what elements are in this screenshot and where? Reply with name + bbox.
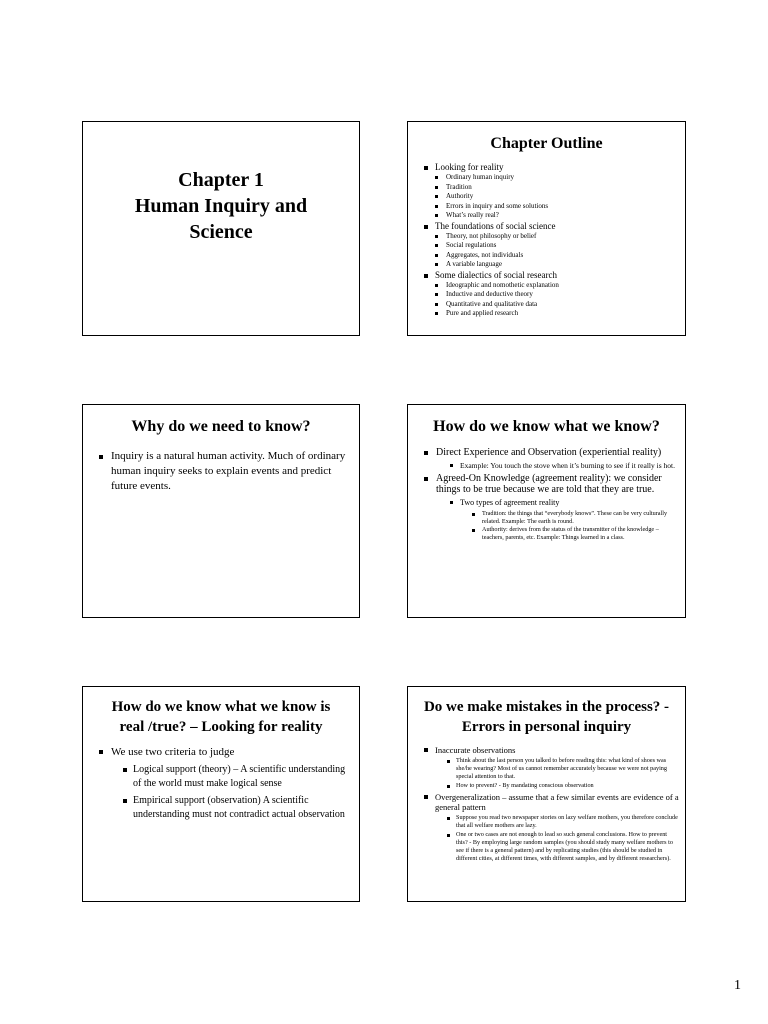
bullet-list: [99, 745, 351, 821]
list-item: How to prevent? - By mandating conscious observation: [447, 782, 679, 790]
list-item: Direct Experience and Observation (experiential reality) Example: You touch the stove when it’s burning to see if it really is hot.: [424, 447, 677, 470]
slide-errors-inquiry: [407, 686, 686, 902]
list-item: Social regulations: [435, 241, 685, 251]
list-item: The foundations of social science Theory, not philosophy or belief Social regulations Aggregates, not individuals A variable language: [424, 221, 685, 270]
list-item: Pure and applied research: [435, 309, 685, 319]
slide-chapter-outline: [407, 121, 686, 336]
bullet-list: [424, 745, 679, 863]
slide-how-know: [407, 404, 686, 618]
list-item: Example: You touch the stove when it’s burning to see if it really is hot.: [450, 461, 677, 470]
list-item: Theory, not philosophy or belief: [435, 232, 685, 242]
list-item: Errors in inquiry and some solutions: [435, 202, 685, 212]
list-item: Empirical support (observation) A scientific understanding must not contradict actual observation: [123, 794, 351, 821]
page-number: 1: [734, 978, 741, 993]
slide-heading: How do we know what we know?: [433, 418, 660, 435]
list-item: Some dialectics of social research Ideographic and nomothetic explanation Inductive and deductive theory Quantitative and qualitative data Pure and applied research: [424, 270, 685, 319]
list-item: Tradition: [435, 183, 685, 193]
slide-heading: Why do we need to know?: [131, 418, 311, 435]
list-item: Tradition: the things that “everybody knows”. These can be very culturally related. Example: The earth is round.: [472, 510, 677, 526]
outline-list: [424, 162, 685, 319]
chapter-title-line3: Science: [189, 221, 253, 243]
list-item: Inquiry is a natural human activity. Much of ordinary human inquiry seeks to explain events and predict future events.: [99, 449, 351, 494]
list-item: Ideographic and nomothetic explanation: [435, 281, 685, 291]
list-item: One or two cases are not enough to lead so such general conclusions. How to prevent this? - By employing large random samples (you should study many welfare mothers to see if there is a general pattern) and by replicating studies (this should be studied in different cities, at different times, with different samples, and by different researchers).: [447, 831, 679, 863]
list-item: Agreed-On Knowledge (agreement reality): we consider things to be true because we are told that they are true. Two types of agreement reality Tradition: the things that “everybody knows”. These can be very culturally related. Example: The earth is round. Authority: derives from the status of the transmitter of the knowledge – teachers, parents, etc. Example: Things learned in a class.: [424, 473, 677, 542]
chapter-title: [83, 167, 359, 245]
bullet-list: [99, 449, 351, 494]
list-item: Inaccurate observations Think about the last person you talked to before reading this: what kind of shoes was she/he wearing? Most of us cannot remember accurately because we were not paying special attention to that. How to prevent? - By mandating conscious observation: [424, 745, 679, 790]
list-item: Two types of agreement reality Tradition: the things that “everybody knows”. These can be very culturally related. Example: The earth is round. Authority: derives from the status of the transmitter of the knowledge – teachers, parents, etc. Example: Things learned in a class.: [450, 498, 677, 542]
chapter-title-line2: Human Inquiry and: [134, 195, 308, 217]
slide-looking-for-reality: [82, 686, 360, 902]
list-item: We use two criteria to judge Logical support (theory) – A scientific understanding of the world must make logical sense Empirical support (observation) A scientific understanding must not contradict actual observation: [99, 745, 351, 821]
list-item: What’s really real?: [435, 211, 685, 221]
list-item: Aggregates, not individuals: [435, 251, 685, 261]
list-item: Think about the last person you talked to before reading this: what kind of shoes was she/he wearing? Most of us cannot remember accurately because we were not paying special attention to that.: [447, 757, 679, 781]
list-item: Authority: derives from the status of the transmitter of the knowledge – teachers, parents, etc. Example: Things learned in a class.: [472, 526, 677, 542]
list-item: Logical support (theory) – A scientific understanding of the world must make logical sense: [123, 763, 351, 790]
slide-heading: How do we know what we know is real /true? – Looking for reality: [111, 699, 331, 735]
list-item: Overgeneralization – assume that a few similar events are evidence of a general pattern Suppose you read two newspaper stories on lazy welfare mothers, you therefore conclude that all welfare mothers are lazy. One or two cases are not enough to lead so such general conclusions. How to prevent this? - By employing large random samples (you should study many welfare mothers to see if there is a general pattern) and by replicating studies (this should be studied in different cities, at different times, with different samples, and by different researchers).: [424, 792, 679, 863]
list-item: Ordinary human inquiry: [435, 173, 685, 183]
list-item: A variable language: [435, 260, 685, 270]
slide-heading: Chapter Outline: [490, 135, 603, 152]
slide-why-know: [82, 404, 360, 618]
list-item: Looking for reality Ordinary human inquiry Tradition Authority Errors in inquiry and some solutions What’s really real?: [424, 162, 685, 221]
list-item: Suppose you read two newspaper stories on lazy welfare mothers, you therefore conclude that all welfare mothers are lazy.: [447, 814, 679, 830]
list-item: Authority: [435, 192, 685, 202]
list-item: Inductive and deductive theory: [435, 290, 685, 300]
bullet-list: [424, 447, 677, 542]
slide-heading: Do we make mistakes in the process? - Errors in personal inquiry: [423, 699, 670, 735]
chapter-title-line1: Chapter 1: [178, 169, 264, 191]
list-item: Quantitative and qualitative data: [435, 300, 685, 310]
slide-title: [82, 121, 360, 336]
